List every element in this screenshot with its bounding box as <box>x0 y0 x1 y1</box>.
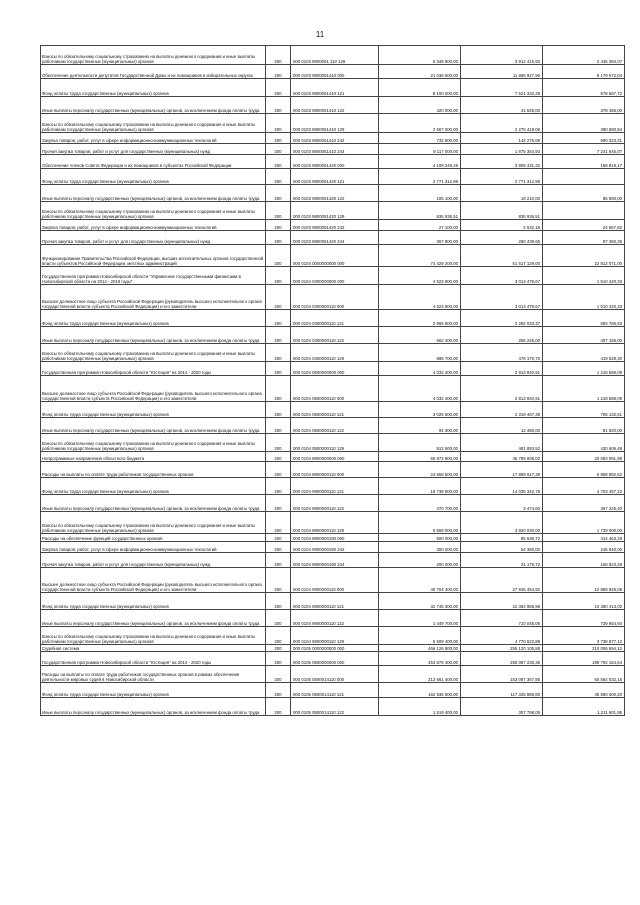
row-name-cell: Иные выплаты персоналу государственных (муниципальных) органов, за исключением фонда оплаты труда <box>41 698 266 716</box>
row-code-cell: 200 <box>266 553 291 568</box>
row-remaining-cell: 1 211 601,95 <box>543 698 625 716</box>
row-classification-code-cell: 000 0104 0300000110 000 <box>291 285 379 310</box>
row-approved-cell: 4 523 900,00 <box>379 267 461 285</box>
table-row <box>41 144 625 155</box>
row-executed-cell: 2 813 840,91 <box>461 376 543 402</box>
row-name-cell: Прочая закупка товаров, работ и услуг для государственных (муниципальных) нужд <box>41 231 266 245</box>
table-row <box>41 568 625 593</box>
row-approved-cell: 895 700,00 <box>379 344 461 362</box>
table-row <box>41 462 625 478</box>
table-row <box>41 185 625 202</box>
table-row <box>41 231 625 245</box>
row-code-cell: 200 <box>266 169 291 185</box>
row-executed-cell: 11 856 927,96 <box>461 65 543 79</box>
row-executed-cell: 3 013 479,67 <box>461 267 543 285</box>
row-approved-cell: 27 100,00 <box>379 220 461 231</box>
row-approved-cell: 4 108 249,49 <box>379 155 461 169</box>
row-remaining-cell: 81 820,00 <box>543 418 625 434</box>
row-approved-cell: 420 000,00 <box>379 97 461 114</box>
row-name-cell: Фонд оплаты труда государственных (муниципальных) органов <box>41 79 266 97</box>
row-name-cell: Фонд оплаты труда государственных (муниципальных) органов <box>41 402 266 418</box>
table-row <box>41 698 625 716</box>
row-classification-code-cell: 000 0104 0500000110 122 <box>291 418 379 434</box>
table-row <box>41 245 625 267</box>
row-approved-cell: 213 661 400,00 <box>379 666 461 683</box>
row-executed-cell: 255 120 105,88 <box>461 645 543 652</box>
row-approved-cell: 2 771 312,98 <box>379 169 461 185</box>
row-classification-code-cell: 000 0104 0300000000 000 <box>291 267 379 285</box>
row-remaining-cell: 3 738 877,12 <box>543 627 625 645</box>
row-name-cell: Прочая закупка товаров, работ и услуг для государственных (муниципальных) нужд <box>41 553 266 568</box>
row-name-cell: Расходы на выплаты по оплате труда работников государственных органов в рамках обеспечения деятельности мировых судей в Новосибирской области <box>41 666 266 683</box>
row-name-cell: Иные выплаты персоналу государственных (муниципальных) органов, за исключением фонда оплаты труда <box>41 495 266 512</box>
table-row <box>41 478 625 495</box>
row-code-cell: 200 <box>266 627 291 645</box>
row-name-cell: Иные выплаты персоналу государственных (муниципальных) органов, за исключением фонда оплаты труда <box>41 610 266 627</box>
row-remaining-cell: 414 463,28 <box>543 534 625 542</box>
row-remaining-cell: 22 812 071,00 <box>543 245 625 267</box>
row-code-cell: 200 <box>266 185 291 202</box>
row-remaining-cell: 706 132,61 <box>543 402 625 418</box>
row-name-cell: Судебная система <box>41 645 266 652</box>
row-classification-code-cell: 000 0105 0500014110 000 <box>291 666 379 683</box>
row-approved-cell: 9 117 000,00 <box>379 144 461 155</box>
row-classification-code-cell: 000 0103 9800051410 121 <box>291 79 379 97</box>
row-name-cell: Взносы по обязательному социальному страхованию на выплаты денежного содержания и иные выплаты работникам государственных (муниципальных) органов <box>41 202 266 220</box>
row-code-cell: 200 <box>266 202 291 220</box>
row-code-cell: 200 <box>266 231 291 245</box>
row-code-cell: 200 <box>266 645 291 652</box>
row-classification-code-cell: 000 0103 9800051410 242 <box>291 133 379 144</box>
row-name-cell: Иные выплаты персоналу государственных (муниципальных) органов, за исключением фонда оплаты труда <box>41 327 266 344</box>
row-name-cell: Взносы по обязательному социальному страхованию на выплаты денежного содержания и иные выплаты работникам государственных (муниципальных) органов <box>41 344 266 362</box>
table-row <box>41 495 625 512</box>
row-name-cell: Фонд оплаты труда государственных (муниципальных) органов <box>41 683 266 698</box>
row-classification-code-cell: 000 0104 0300000110 121 <box>291 310 379 327</box>
row-classification-code-cell: 000 0103 9800051410 129 <box>291 114 379 133</box>
row-approved-cell: 367 800,00 <box>379 231 461 245</box>
row-remaining-cell: 1 510 420,33 <box>543 267 625 285</box>
row-code-cell: 200 <box>266 478 291 495</box>
row-name-cell: Закупка товаров, работ, услуг в сфере информационно-коммуникационных технологий <box>41 133 266 144</box>
table-row <box>41 645 625 652</box>
row-approved-cell: 18 738 800,00 <box>379 478 461 495</box>
table-row <box>41 97 625 114</box>
row-approved-cell: 32 745 300,00 <box>379 593 461 610</box>
row-classification-code-cell: 000 0104 0500000110 121 <box>291 402 379 418</box>
row-remaining-cell: 24 567,82 <box>543 220 625 231</box>
row-classification-code-cell: 000 0104 9900000110 000 <box>291 462 379 478</box>
row-name-cell: Иные выплаты персоналу государственных (муниципальных) органов, за исключением фонда оплаты труда <box>41 97 266 114</box>
row-name-cell: Функционирование Правительства Российской Федерации, высших исполнительных органов государственной власти субъектов Российской Федерации, местных администраций <box>41 245 266 267</box>
row-executed-cell: 836 936,51 <box>461 202 543 220</box>
row-classification-code-cell: 000 0104 0300000110 122 <box>291 327 379 344</box>
row-code-cell: 200 <box>266 97 291 114</box>
row-remaining-cell: 407 155,00 <box>543 327 625 344</box>
table-row <box>41 310 625 327</box>
row-approved-cell: 2 965 800,00 <box>379 310 461 327</box>
row-classification-code-cell: 000 0104 9900000110 121 <box>291 593 379 610</box>
row-name-cell: Высшее должностное лицо субъекта Российской Федерации (руководитель высшего исполнительного органа государственной власти субъекта Российской Федерации) и его заместители <box>41 568 266 593</box>
table-row <box>41 534 625 542</box>
row-code-cell: 200 <box>266 402 291 418</box>
row-remaining-cell: 367 225,40 <box>543 495 625 512</box>
row-executed-cell: 255 245,00 <box>461 327 543 344</box>
row-name-cell: Закупка товаров, работ, услуг в сфере информационно-коммуникационных технологий <box>41 220 266 231</box>
row-executed-cell: 2 813 840,91 <box>461 362 543 376</box>
row-code-cell: 200 <box>266 133 291 144</box>
row-code-cell: 200 <box>266 144 291 155</box>
row-name-cell: Расходы на обеспечение функций государственных органов <box>41 534 266 542</box>
row-classification-code-cell: 000 0104 9900000190 244 <box>291 553 379 568</box>
row-name-cell: Непрограммные направления областного бюджета <box>41 452 266 462</box>
row-classification-code-cell: 000 0104 9900000110 122 <box>291 610 379 627</box>
row-remaining-cell <box>543 202 625 220</box>
row-name-cell: Государственная программа Новосибирской области "Юстиция" на 2014 - 2020 годы <box>41 362 266 376</box>
row-remaining-cell: 168 823,28 <box>543 553 625 568</box>
row-executed-cell: 12 480,00 <box>461 418 543 434</box>
row-approved-cell: 21 036 600,00 <box>379 65 461 79</box>
row-approved-cell: 8 100 000,00 <box>379 79 461 97</box>
row-name-cell: Прочая закупка товаров, работ и услуг для государственных (муниципальных) нужд <box>41 144 266 155</box>
row-code-cell: 200 <box>266 245 291 267</box>
row-approved-cell: 24 668 500,00 <box>379 462 461 478</box>
row-approved-cell: 662 400,00 <box>379 327 461 344</box>
row-remaining-cell: 590 323,31 <box>543 133 625 144</box>
row-name-cell: Государственная программа Новосибирской области "Юстиция" на 2014 - 2020 годы <box>41 652 266 666</box>
table-row <box>41 202 625 220</box>
table-row <box>41 683 625 698</box>
row-name-cell: Взносы по обязательному социальному страхованию на выплаты денежного содержания и иные выплаты работникам государственных (муниципальных) органов <box>41 46 266 65</box>
row-classification-code-cell: 000 0104 0500000110 129 <box>291 434 379 452</box>
row-classification-code-cell: 000 0103 8900051 110 129 <box>291 46 379 65</box>
row-approved-cell: 6 348 800,00 <box>379 46 461 65</box>
row-name-cell: Расходы на выплаты по оплате труда работников государственных органов <box>41 462 266 478</box>
row-executed-cell: 307 798,05 <box>461 698 543 716</box>
row-classification-code-cell: 000 0105 0500000000 000 <box>291 652 379 666</box>
row-remaining-cell: 198 818,17 <box>543 155 625 169</box>
row-code-cell: 200 <box>266 568 291 593</box>
row-executed-cell: 3 474,60 <box>461 495 543 512</box>
table-row <box>41 512 625 534</box>
row-executed-cell: 1 875 354,93 <box>461 144 543 155</box>
row-executed-cell: 2 532,18 <box>461 220 543 231</box>
table-body <box>41 46 625 716</box>
row-executed-cell: 3 909 431,32 <box>461 155 543 169</box>
row-remaining-cell: 390 580,94 <box>543 114 625 133</box>
row-name-cell: Взносы по обязательному социальному страхованию на выплаты денежного содержания и иные выплаты работникам государственных (муниципальных) органов <box>41 512 266 534</box>
row-classification-code-cell: 000 0105 0500014110 122 <box>291 698 379 716</box>
row-name-cell: Иные выплаты персоналу государственных (муниципальных) органов, за исключением фонда оплаты труда <box>41 418 266 434</box>
row-remaining-cell: 86 890,00 <box>543 185 625 202</box>
row-executed-cell: 18 210,00 <box>461 185 543 202</box>
row-remaining-cell: 1 218 559,09 <box>543 362 625 376</box>
row-remaining-cell: 1 510 420,33 <box>543 285 625 310</box>
row-executed-cell: 45 789 808,02 <box>461 452 543 462</box>
row-code-cell: 200 <box>266 652 291 666</box>
row-remaining-cell: 6 808 882,62 <box>543 462 625 478</box>
table-row <box>41 593 625 610</box>
table-row <box>41 114 625 133</box>
row-approved-cell: 2 667 000,00 <box>379 114 461 133</box>
row-classification-code-cell: 000 0105 0000000000 000 <box>291 645 379 652</box>
row-executed-cell: 710 045,06 <box>461 610 543 627</box>
row-classification-code-cell: 000 0104 9900000110 000 <box>291 568 379 593</box>
table-row <box>41 418 625 434</box>
row-classification-code-cell: 000 0104 9900000190 000 <box>291 534 379 542</box>
row-code-cell: 200 <box>266 495 291 512</box>
row-classification-code-cell: 000 0103 9800051420 122 <box>291 185 379 202</box>
row-classification-code-cell: 000 0103 9800051410 122 <box>291 97 379 114</box>
row-approved-cell: 94 300,00 <box>379 418 461 434</box>
table-row <box>41 285 625 310</box>
row-name-cell: Фонд оплаты труда государственных (муниципальных) органов <box>41 310 266 327</box>
table-row <box>41 220 625 231</box>
row-remaining-cell: 45 590 600,20 <box>543 683 625 698</box>
row-executed-cell: 476 170,70 <box>461 344 543 362</box>
row-approved-cell: 300 000,00 <box>379 542 461 553</box>
row-code-cell: 200 <box>266 114 291 133</box>
row-executed-cell: 481 893,52 <box>461 434 543 452</box>
row-approved-cell: 162 936 500,00 <box>379 683 461 698</box>
row-approved-cell: 5 559 000,00 <box>379 512 461 534</box>
row-classification-code-cell: 000 0104 9900000110 129 <box>291 512 379 534</box>
row-classification-code-cell: 000 0103 9800051410 244 <box>291 144 379 155</box>
row-code-cell: 200 <box>266 327 291 344</box>
row-remaining-cell: 2 436 384,07 <box>543 46 625 65</box>
row-approved-cell: 74 429 200,00 <box>379 245 461 267</box>
row-approved-cell: 466 126 800,00 <box>379 645 461 652</box>
page-number: 11 <box>315 30 325 39</box>
table-row <box>41 344 625 362</box>
row-remaining-cell: 1 218 559,09 <box>543 376 625 402</box>
row-executed-cell: 85 536,72 <box>461 534 543 542</box>
row-remaining-cell: 419 529,30 <box>543 344 625 362</box>
row-approved-cell: 912 500,00 <box>379 434 461 452</box>
table-row <box>41 65 625 79</box>
table-row <box>41 79 625 97</box>
table-row <box>41 627 625 645</box>
table-row <box>41 133 625 144</box>
row-approved-cell: 200 000,00 <box>379 553 461 568</box>
table-row <box>41 434 625 452</box>
row-classification-code-cell: 000 0103 9800051420 244 <box>291 231 379 245</box>
row-executed-cell: 31 176,72 <box>461 553 543 568</box>
row-classification-code-cell: 000 0104 9900000190 242 <box>291 542 379 553</box>
row-remaining-cell: 739 654,94 <box>543 610 625 627</box>
row-code-cell: 200 <box>266 683 291 698</box>
row-remaining-cell: 4 703 457,22 <box>543 478 625 495</box>
row-executed-cell: 17 859 617,38 <box>461 462 543 478</box>
table-row <box>41 402 625 418</box>
row-approved-cell: 4 523 900,00 <box>379 285 461 310</box>
row-approved-cell: 500 000,00 <box>379 534 461 542</box>
row-remaining-cell: 578 667,72 <box>543 79 625 97</box>
row-name-cell: Фонд оплаты труда государственных (муниципальных) органов <box>41 169 266 185</box>
table-row <box>41 327 625 344</box>
table-row <box>41 452 625 462</box>
row-classification-code-cell: 000 0104 9900000000 000 <box>291 452 379 462</box>
row-executed-cell: 2 771 312,98 <box>461 169 543 185</box>
row-classification-code-cell: 000 0103 9800051420 121 <box>291 169 379 185</box>
row-executed-cell: 14 035 342,78 <box>461 478 543 495</box>
row-code-cell: 200 <box>266 666 291 683</box>
row-remaining-cell: 20 083 091,98 <box>543 452 625 462</box>
row-executed-cell: 22 364 886,98 <box>461 593 543 610</box>
row-code-cell: 200 <box>266 462 291 478</box>
row-classification-code-cell: 000 0104 9900000110 129 <box>291 627 379 645</box>
row-remaining-cell: 60 564 032,15 <box>543 666 625 683</box>
table-row <box>41 46 625 65</box>
table-row <box>41 666 625 683</box>
row-executed-cell: 3 912 415,93 <box>461 46 543 65</box>
row-code-cell: 200 <box>266 46 291 65</box>
row-remaining-cell: 10 380 413,02 <box>543 593 625 610</box>
row-name-cell: Взносы по обязательному социальному страхованию на выплаты денежного содержания и иные выплаты работникам государственных (муниципальных) органов <box>41 114 266 133</box>
row-executed-cell: 7 521 332,28 <box>461 79 543 97</box>
row-executed-cell: 117 345 889,80 <box>461 683 543 698</box>
table-row <box>41 553 625 568</box>
row-remaining-cell: 9 179 672,04 <box>543 65 625 79</box>
row-name-cell: Государственная программа Новосибирской области "Управление государственными финансами в Новосибирской области на 2014 - 2019 годы" <box>41 267 266 285</box>
row-name-cell: Обеспечение деятельности депутатов Государственной Думы и их помощников в избирательных округах <box>41 65 266 79</box>
row-approved-cell: 1 519 400,00 <box>379 698 461 716</box>
row-classification-code-cell: 000 0103 9800051410 000 <box>291 65 379 79</box>
row-approved-cell: 3 025 600,00 <box>379 402 461 418</box>
row-code-cell: 200 <box>266 698 291 716</box>
table-row <box>41 155 625 169</box>
budget-execution-table <box>40 45 625 716</box>
row-approved-cell: 732 600,00 <box>379 133 461 144</box>
row-classification-code-cell: 000 0104 9900000110 121 <box>291 478 379 495</box>
row-executed-cell: 54 360,00 <box>461 542 543 553</box>
row-approved-cell: 370 700,00 <box>379 495 461 512</box>
row-approved-cell: 4 032 400,00 <box>379 362 461 376</box>
row-code-cell: 200 <box>266 418 291 434</box>
row-remaining-cell: 7 241 645,07 <box>543 144 625 155</box>
row-executed-cell: 27 845 454,92 <box>461 568 543 593</box>
row-remaining-cell: 245 640,00 <box>543 542 625 553</box>
row-remaining-cell: 12 858 945,08 <box>543 568 625 593</box>
row-name-cell: Высшее должностное лицо субъекта Российской Федерации (руководитель высшего исполнительного органа государственной власти субъекта Российской Федерации) и его заместители <box>41 376 266 402</box>
row-code-cell: 200 <box>266 593 291 610</box>
row-code-cell: 200 <box>266 452 291 462</box>
row-code-cell: 200 <box>266 534 291 542</box>
row-classification-code-cell: 000 0104 0000000000 000 <box>291 245 379 267</box>
row-name-cell: Обеспечение членов Совета Федерации и их помощников в субъектах Российской Федерации <box>41 155 266 169</box>
row-remaining-cell: 683 766,63 <box>543 310 625 327</box>
row-executed-cell: 2 275 419,06 <box>461 114 543 133</box>
row-classification-code-cell: 000 0104 0500000000 000 <box>291 362 379 376</box>
row-code-cell: 200 <box>266 220 291 231</box>
row-executed-cell: 4 770 522,88 <box>461 627 543 645</box>
row-code-cell: 200 <box>266 267 291 285</box>
row-code-cell: 200 <box>266 434 291 452</box>
row-classification-code-cell: 000 0103 9800051420 242 <box>291 220 379 231</box>
row-executed-cell: 2 319 467,39 <box>461 402 543 418</box>
row-name-cell: Взносы по обязательному социальному страхованию на выплаты денежного содержания и иные выплаты работникам государственных (муниципальных) органов <box>41 627 266 645</box>
row-executed-cell: 51 617 129,00 <box>461 245 543 267</box>
row-remaining-cell: 430 606,48 <box>543 434 625 452</box>
row-name-cell: Фонд оплаты труда государственных (муниципальных) органов <box>41 478 266 495</box>
row-classification-code-cell: 000 0104 0300000110 129 <box>291 344 379 362</box>
row-name-cell: Высшее должностное лицо субъекта Российской Федерации (руководитель высшего исполнительного органа государственной власти субъекта Российской Федерации) и его заместители <box>41 285 266 310</box>
row-code-cell: 200 <box>266 376 291 402</box>
row-name-cell: Иные выплаты персоналу государственных (муниципальных) органов, за исключением фонда оплаты труда <box>41 185 266 202</box>
row-code-cell: 200 <box>266 79 291 97</box>
row-executed-cell: 280 439,65 <box>461 231 543 245</box>
row-approved-cell: 40 704 400,00 <box>379 568 461 593</box>
row-code-cell: 200 <box>266 285 291 310</box>
row-approved-cell: 454 879 400,00 <box>379 652 461 666</box>
row-approved-cell: 1 449 700,00 <box>379 610 461 627</box>
table-row <box>41 542 625 553</box>
row-remaining-cell <box>543 169 625 185</box>
row-remaining-cell: 87 360,35 <box>543 231 625 245</box>
row-executed-cell: 3 013 479,67 <box>461 285 543 310</box>
row-executed-cell: 153 097 367,85 <box>461 666 543 683</box>
row-executed-cell: 41 545,00 <box>461 97 543 114</box>
row-approved-cell: 65 872 900,00 <box>379 452 461 462</box>
row-remaining-cell: 1 739 000,00 <box>543 512 625 534</box>
table-row <box>41 376 625 402</box>
row-executed-cell: 255 087 235,36 <box>461 652 543 666</box>
row-code-cell: 200 <box>266 344 291 362</box>
row-remaining-cell: 199 792 164,64 <box>543 652 625 666</box>
table-row <box>41 610 625 627</box>
row-code-cell: 200 <box>266 542 291 553</box>
row-classification-code-cell: 000 0104 0500000110 000 <box>291 376 379 402</box>
row-remaining-cell: 210 006 694,12 <box>543 645 625 652</box>
row-code-cell: 200 <box>266 610 291 627</box>
row-classification-code-cell: 000 0104 9900000110 122 <box>291 495 379 512</box>
row-classification-code-cell: 000 0105 0500014110 121 <box>291 683 379 698</box>
row-code-cell: 200 <box>266 362 291 376</box>
row-approved-cell: 836 936,51 <box>379 202 461 220</box>
row-remaining-cell: 378 455,00 <box>543 97 625 114</box>
row-classification-code-cell: 000 0103 9800051420 129 <box>291 202 379 220</box>
row-executed-cell: 3 820 030,00 <box>461 512 543 534</box>
row-name-cell: Фонд оплаты труда государственных (муниципальных) органов <box>41 593 266 610</box>
row-executed-cell: 142 276,69 <box>461 133 543 144</box>
row-code-cell: 200 <box>266 155 291 169</box>
row-approved-cell: 105 100,00 <box>379 185 461 202</box>
table-row <box>41 267 625 285</box>
row-executed-cell: 2 282 033,37 <box>461 310 543 327</box>
row-classification-code-cell: 000 0103 9800051420 000 <box>291 155 379 169</box>
row-code-cell: 200 <box>266 512 291 534</box>
row-name-cell: Взносы по обязательному социальному страхованию на выплаты денежного содержания и иные выплаты работникам государственных (муниципальных) органов <box>41 434 266 452</box>
table-row <box>41 169 625 185</box>
row-code-cell: 200 <box>266 65 291 79</box>
row-code-cell: 200 <box>266 310 291 327</box>
row-approved-cell: 6 509 400,00 <box>379 627 461 645</box>
row-approved-cell: 4 032 400,00 <box>379 376 461 402</box>
table-row <box>41 652 625 666</box>
table-row <box>41 362 625 376</box>
row-name-cell: Закупка товаров, работ, услуг в сфере информационно-коммуникационных технологий <box>41 542 266 553</box>
